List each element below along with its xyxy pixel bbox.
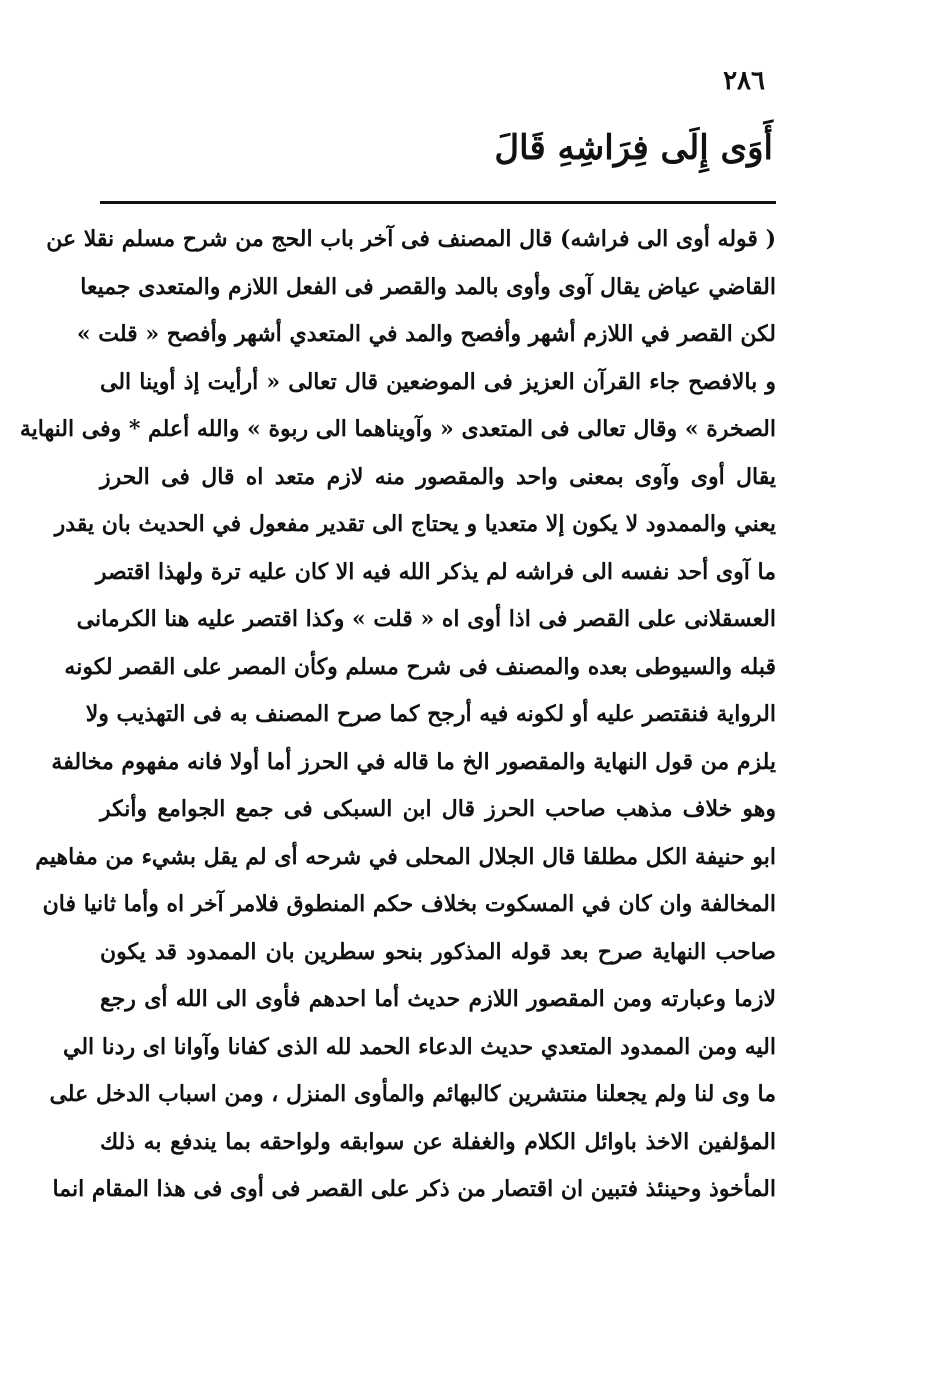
commentary-text (19, 216, 776, 1214)
text-line: الصخرة » وقال تعالى فى المتعدى « وآويناهما الى ربوة » والله أعلم * وفى النهاية (19, 416, 776, 442)
text-line: ما وى لنا ولم يجعلنا منتشرين كالبهائم والمأوى المنزل ، ومن اسباب الدخل على (49, 1081, 776, 1107)
text-line: لازما وعبارته ومن المقصور اللازم حديث أما احدهم فأوى الى الله أى رجع (100, 986, 776, 1012)
text-line: يلزم من قول النهاية والمقصور الخ ما قاله في الحرز أما أولا فانه مفهوم مخالفة (51, 748, 776, 775)
text-line: لكن القصر في اللازم أشهر وأفصح والمد في المتعدي أشهر وأفصح « قلت » (76, 321, 776, 347)
separator-rule (100, 201, 776, 204)
hadith-text: أَوَى إِلَى فِرَاشِهِ قَالَ (494, 128, 773, 168)
text-line: المخالفة وان كان في المسكوت بخلاف حكم المنطوق فلامر آخر اه وأما ثانيا فان (42, 891, 776, 917)
text-line: قبله والسيوطى بعده والمصنف فى شرح مسلم وكأن المصر على القصر لكونه (64, 653, 776, 680)
text-line: يقال أوى وآوى بمعنى واحد والمقصور منه لازم متعد اه قال فى الحرز (100, 463, 776, 490)
text-line: القاضي عياض يقال آوى وأوى بالمد والقصر فى الفعل اللازم والمتعدى جميعا (80, 273, 776, 300)
page-number: ٢٨٦ (723, 66, 765, 96)
text-line: ابو حنيفة الكل مطلقا قال الجلال المحلى في شرحه أى لم يقل بشيء من مفاهيم (35, 843, 776, 870)
text-line: المأخوذ وحينئذ فتبين ان اقتصار من ذكر على القصر فى أوى فى هذا المقام انما (52, 1176, 776, 1202)
text-line: و بالافصح جاء القرآن العزيز فى الموضعين قال تعالى « أرأيت إذ أوينا الى (100, 368, 776, 395)
text-line: الرواية فنقتصر عليه أو لكونه فيه أرجح كما صرح المصنف به فى التهذيب ولا (85, 701, 776, 727)
text-line: المؤلفين الاخذ باوائل الكلام والغفلة عن سوابقه ولواحقه بما يندفع به ذلك (100, 1128, 776, 1155)
text-line: ما آوى أحد نفسه الى فراشه لم يذكر الله فيه الا كان عليه ترة ولهذا اقتصر (95, 558, 776, 585)
text-line: صاحب النهاية صرح بعد قوله المذكور بنحو سطرين بان الممدود قد يكون (100, 938, 776, 965)
text-line: يعني والممدود لا يكون إلا متعديا و يحتاج الى تقدير مفعول في الحديث بان يقدر (54, 511, 776, 537)
text-line: وهو خلاف مذهب صاحب الحرز قال ابن السبكى فى جمع الجوامع وأنكر (100, 796, 776, 822)
text-line: اليه ومن الممدود المتعدي حديث الدعاء الحمد لله الذى كفانا وآوانا اى ردنا الي (63, 1033, 776, 1060)
text-line: ( قوله أوى الى فراشه) قال المصنف فى آخر باب الحج من شرح مسلم نقلا عن (46, 226, 776, 252)
text-line: العسقلانى على القصر فى اذا أوى اه « قلت » وكذا اقتصر عليه هنا الكرمانى (76, 606, 776, 632)
